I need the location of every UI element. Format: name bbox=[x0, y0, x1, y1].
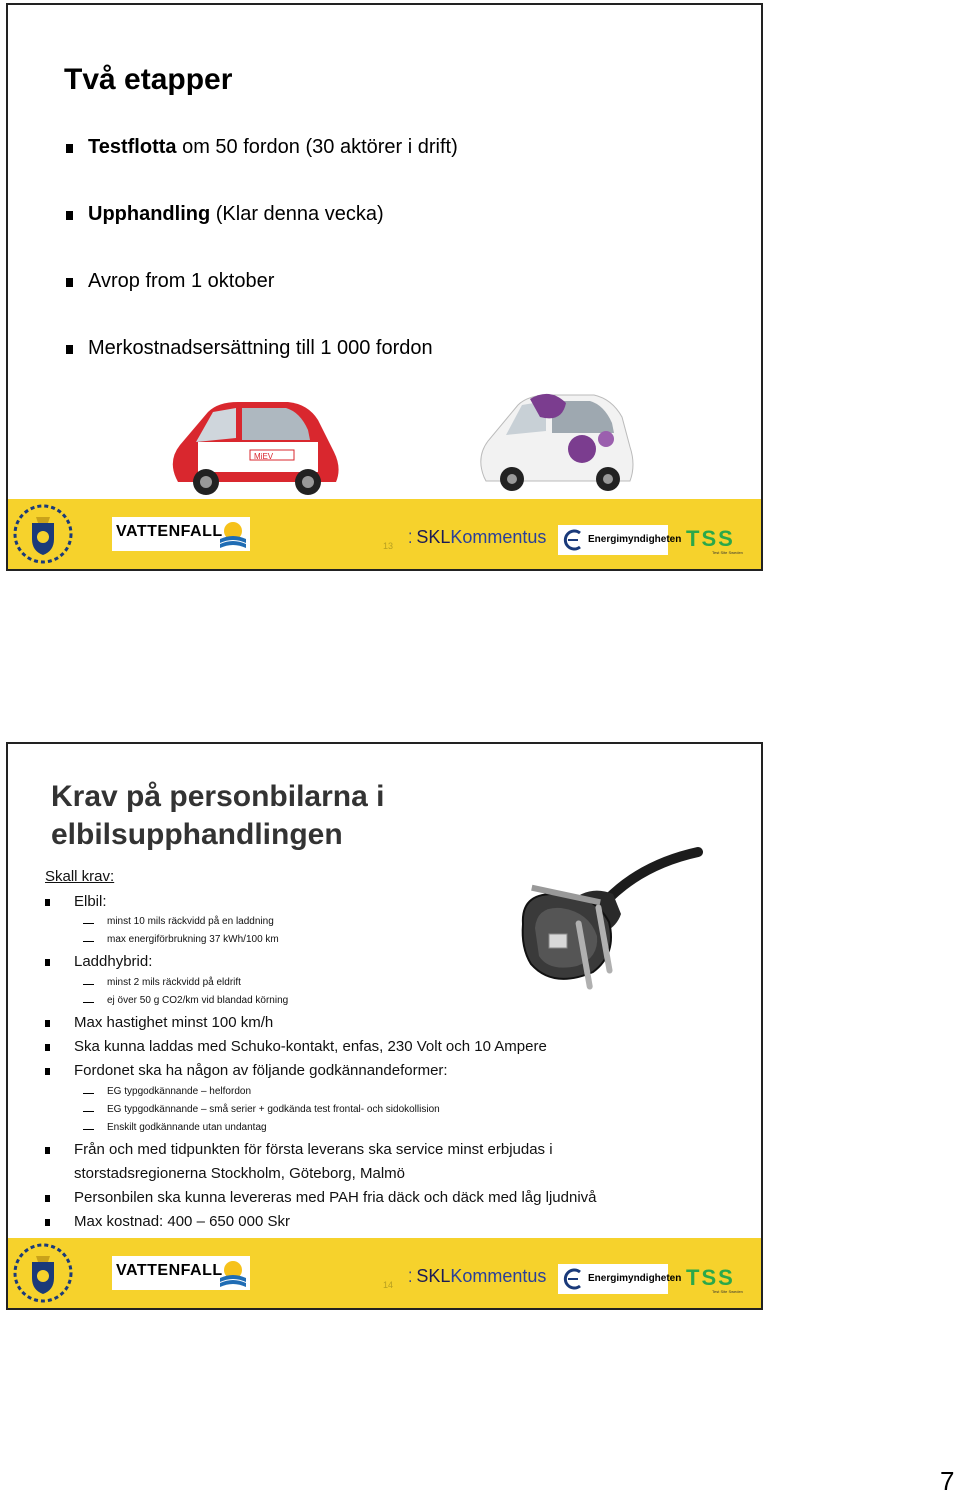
vattenfall-sun-icon bbox=[218, 1258, 248, 1288]
bullet-square-icon bbox=[66, 211, 73, 220]
requirement-subitem: ej över 50 g CO2/km vid blandad körning bbox=[107, 995, 288, 1006]
requirement-item: Från och med tidpunkten för första leverans ska service minst erbjudas i bbox=[74, 1141, 553, 1158]
svg-text:MiEV: MiEV bbox=[254, 452, 274, 461]
requirement-item: Personbilen ska kunna levereras med PAH fria däck och däck med låg ljudnivå bbox=[74, 1189, 597, 1206]
energimyndigheten-logo: Energimyndigheten bbox=[558, 1264, 668, 1294]
requirement-item: Fordonet ska ha någon av följande godkännandeformer: bbox=[74, 1062, 448, 1079]
slide-14 bbox=[6, 742, 763, 1310]
requirement-item: Laddhybrid: bbox=[74, 953, 152, 970]
skl-kommentus-logo: ⁚ SKLKommentus bbox=[408, 527, 547, 547]
requirement-item: Max kostnad: 400 – 650 000 Skr bbox=[74, 1213, 290, 1230]
energimyndigheten-icon bbox=[562, 1268, 584, 1290]
white-purple-electric-car-image bbox=[470, 383, 640, 498]
vattenfall-logo: VATTENFALL bbox=[112, 517, 250, 551]
slide-page-number: 14 bbox=[383, 1280, 394, 1290]
slide-title: Två etapper bbox=[64, 63, 233, 96]
vattenfall-logo: VATTENFALL bbox=[112, 1256, 250, 1290]
bullet-square-icon bbox=[66, 144, 73, 153]
energimyndigheten-logo: Energimyndigheten bbox=[558, 525, 668, 555]
document-page-number: 7 bbox=[940, 1466, 955, 1496]
vattenfall-sun-icon bbox=[218, 519, 248, 549]
slide-title: Krav på personbilarna i elbilsupphandlingen bbox=[51, 780, 385, 851]
requirement-subitem: EG typgodkännande – små serier + godkända test frontal- och sidokollision bbox=[107, 1104, 440, 1115]
requirement-item-continuation: storstadsregionerna Stockholm, Göteborg, Malmö bbox=[74, 1165, 405, 1182]
skl-kommentus-logo: ⁚ SKLKommentus bbox=[408, 1266, 547, 1286]
requirement-subitem: max energiförbrukning 37 kWh/100 km bbox=[107, 934, 279, 945]
tss-subtitle: Test Site Sweden bbox=[712, 550, 743, 555]
slide-page-number: 13 bbox=[383, 541, 394, 551]
requirement-subitem: Enskilt godkännande utan undantag bbox=[107, 1122, 267, 1133]
stockholms-stad-logo-icon bbox=[12, 1242, 74, 1304]
tss-logo: TSS bbox=[686, 526, 735, 551]
tss-subtitle: Test Site Sweden bbox=[712, 1289, 743, 1294]
requirement-item: Ska kunna laddas med Schuko-kontakt, enfas, 230 Volt och 10 Ampere bbox=[74, 1038, 547, 1055]
stockholms-stad-logo-icon bbox=[12, 503, 74, 565]
slide-13: Två etapper Testflotta om 50 fordon (30 aktörer i drift) Upphandling (Klar denna vecka) Avrop from 1 oktober Merkostnadsersättning till 1 000 fordon MiEV VATTENFALL 13 ⁚ SKLKommentus Energimyndigheten TSS Test Site Sweden bbox=[6, 3, 763, 571]
schuko-plug-image bbox=[513, 844, 703, 1009]
requirement-subitem: minst 10 mils räckvidd på en laddning bbox=[107, 916, 274, 927]
skall-krav-heading: Skall krav: bbox=[45, 868, 115, 885]
energimyndigheten-icon bbox=[562, 529, 584, 551]
bullet-square-icon bbox=[66, 345, 73, 354]
logo-footer bbox=[8, 499, 761, 569]
requirement-item: Elbil: bbox=[74, 893, 107, 910]
requirement-item: Max hastighet minst 100 km/h bbox=[74, 1014, 273, 1031]
requirement-subitem: EG typgodkännande – helfordon bbox=[107, 1086, 251, 1097]
logo-footer bbox=[8, 1238, 761, 1308]
bullet-square-icon bbox=[66, 278, 73, 287]
requirement-subitem: minst 2 mils räckvidd på eldrift bbox=[107, 977, 241, 988]
red-electric-car-image bbox=[158, 390, 348, 498]
tss-logo: TSS bbox=[686, 1265, 735, 1290]
